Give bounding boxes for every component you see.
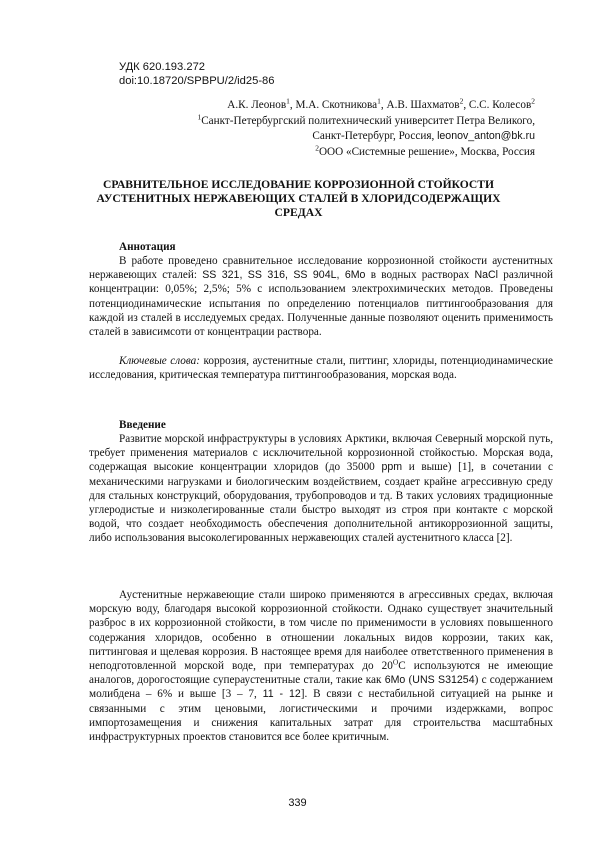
affiliation-1: $^1$Санкт-Петербургский политехнический университет Петра Великого, bbox=[197, 111, 535, 127]
author-name: А.В. Шахматов bbox=[386, 99, 460, 111]
author-names: А.К. Леонов$^1$, М.А. Скотникова$^1$, А.В. Шахматов$^2$, С.С. Колесов$^2$ bbox=[227, 96, 535, 111]
author-name: С.С. Колесов bbox=[468, 99, 532, 111]
intro-paragraph-1: Развитие морской инфраструктуры в условиях Арктики, включая Северный морской путь, требует применения материалов с исключительной коррозионной стойкостью. Морская вода, содержащая высокие концентрации хлоридов (до 35000 ppm и выше) [1], в сочетании с механическими нагрузками и биологическим воздействием, создает крайне агрессивную среду для стальных конструкций, оборудования, трубопроводов и тд. В таких условиях традиционные углеродистые и низколегированные стали быстро выходят из строя при контакте с морской водой, что создает необходимость обеспечения дополнительной антикоррозионной защиты, либо использования высоколегированных нержавеющих сталей аустенитного класса [2]. bbox=[89, 433, 553, 545]
doi: doi:10.18720/SPBPU/2/id25-86 bbox=[119, 75, 275, 87]
intro-paragraph-2: Аустенитные нержавеющие стали широко применяются в агрессивных средах, включая морскую воду, благодаря высокой коррозионной стойкости. Однако существует значительный разброс в их коррозионной стойкости, в том числе по применимости в условиях повышенного содержания хлоридов, особенно в отношении локальных видов коррозии, таких как, питтинговая и щелевая коррозия. В настоящее время для наиболее ответственного применения в неподготовленной морской воде, при температурах до $20^OС$ используются не имеющие аналогов, дорогостоящие супераустенитные стали, такие как 6Mo (UNS S31254) с содержанием молибдена – 6% и выше [3 – 7, 11 - 12]. В связи с нестабильной ситуацией на рынке и связанными с этим ценовыми, логистическими и прочими издержками, вопрос импортозамещения и снижения капитальных затрат для строительства масштабных инфраструктурных проектов становится все более критичным. bbox=[89, 589, 554, 744]
affiliation-1-city: Санкт-Петербург, Россия, leonov_anton@bk.ru bbox=[312, 130, 535, 143]
paper-title: СРАВНИТЕЛЬНОЕ ИССЛЕДОВАНИЕ КОРРОЗИОННОЙ СТОЙКОСТИ АУСТЕНИТНЫХ НЕРЖАВЕЮЩИХ СТАЛЕЙ В ХЛОРИДСОДЕРЖАЩИХ СРЕДАХ bbox=[96, 178, 501, 220]
nacl: NaCl bbox=[474, 269, 498, 282]
steel-grades: SS 321, SS 316, SS 904L, 6Mo bbox=[202, 269, 366, 282]
author-name: А.К. Леонов bbox=[227, 99, 287, 111]
keywords-label: Ключевые слова: bbox=[119, 355, 200, 367]
introduction-heading: Введение bbox=[119, 419, 166, 431]
affiliation-2: $^2$ООО «Системные решение», Москва, Россия bbox=[315, 143, 535, 158]
keywords: Ключевые слова: коррозия, аустенитные стали, питтинг, хлориды, потенциодинамические исследования, критическая температура питтингообразования, морская вода. bbox=[89, 355, 553, 382]
page-number: 339 bbox=[288, 797, 307, 809]
email-link[interactable]: leonov_anton@bk.ru bbox=[437, 130, 535, 143]
author-name: М.А. Скотникова bbox=[295, 99, 378, 111]
abstract-text: В работе проведено сравнительное исследование коррозионной стойкости аустенитных нержавеющих сталей: SS 321, SS 316, SS 904L, 6Mo в водных растворах NaCl различной концентрации: 0,05%; 2,5%; 5% с использованием электрохимических методов. Проведены потенциодинамические испытания по определению потенциалов питтингообразования для каждой из сталей в исследуемых средах. Полученные данные позволяют оценить применимость сталей в зависимсоти от концентрации раствора. bbox=[89, 255, 553, 339]
udk-code: УДК 620.193.272 bbox=[119, 61, 206, 73]
author-block bbox=[105, 98, 535, 160]
abstract-heading: Аннотация bbox=[119, 241, 176, 253]
